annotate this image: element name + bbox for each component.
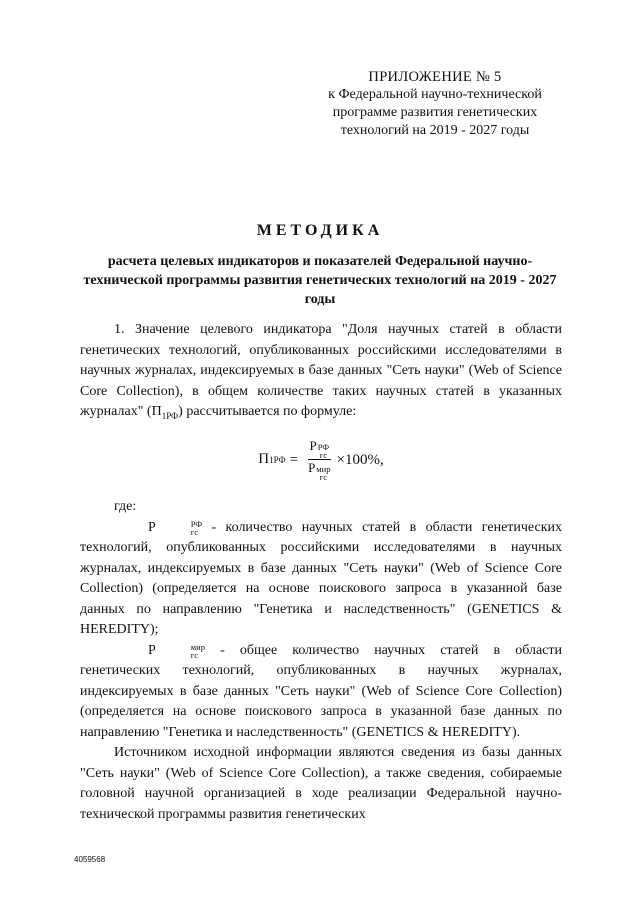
appendix-ref-line1: к Федеральной научно-технической [328, 87, 542, 102]
appendix-number: ПРИЛОЖЕНИЕ № 5 [368, 69, 502, 85]
formula-lhs: П 1РФ [258, 451, 286, 468]
document-body [80, 320, 562, 825]
where-label: где: [114, 499, 137, 515]
appendix-ref-line2: программе развития генетических [332, 105, 538, 120]
formula-numerator: P РФ гс [309, 438, 330, 461]
formula-fraction [306, 438, 332, 481]
appendix-ref-line3: технологий на 2019 - 2027 годы [340, 123, 530, 138]
title-main: МЕТОДИКА [256, 222, 384, 239]
paragraph-2: Источником исходной информации являются сведения из базы данных "Сеть науки" (Web of Science Core Collection), а также сведения, собираемые головной научной организацией в ходе реализации Федеральной научно-технической программы развития генетических [80, 745, 562, 822]
definition-2: P мир гс - общее количество научных статей в области генетических технологий, опубликованных в научных журналах, индексируемых в базе данных "Сеть науки" (Web of Science Core Collection) (определяется на основе поискового запроса в указанной базе данных по направлению "Генетика и наследственность" (GENETICS & HEREDITY). [80, 642, 562, 740]
definition-1-symbol: P РФ гс [148, 519, 203, 538]
definition-2-symbol: P мир гс [148, 642, 205, 661]
appendix-header [300, 68, 570, 140]
document-title [80, 222, 560, 309]
paragraph-1: 1. Значение целевого индикатора "Доля научных статей в области генетических технологий, опубликованных российскими исследователями в научных журналах, индексируемых в базе данных "Сеть науки" (Web of Science Core Collection), в общем количестве таких научных статей в указанных журналах" $(П_{1РФ})$ рассчитывается по формуле: [80, 322, 562, 421]
definition-1: P РФ гс - количество научных статей в области генетических технологий, опубликованных российскими исследователями в научных журналах, индексируемых в базе данных "Сеть науки" (Web of Science Core Collection) (определяется на основе поискового запроса в указанной базе данных по направлению "Генетика и наследственность" (GENETICS & HEREDITY); [80, 519, 562, 638]
document-code: 4059568 [74, 855, 106, 864]
paragraph-1-subscript: 1РФ [161, 410, 179, 421]
title-subtitle: расчета целевых индикаторов и показателей Федеральной научно-технической программы развития генетических технологий на 2019 - 2027 годы [83, 254, 557, 307]
formula-tail: ×100%, [336, 451, 384, 468]
formula-denominator: P мир гс [308, 460, 331, 483]
formula [80, 438, 562, 481]
formula-equals: = [289, 451, 299, 468]
